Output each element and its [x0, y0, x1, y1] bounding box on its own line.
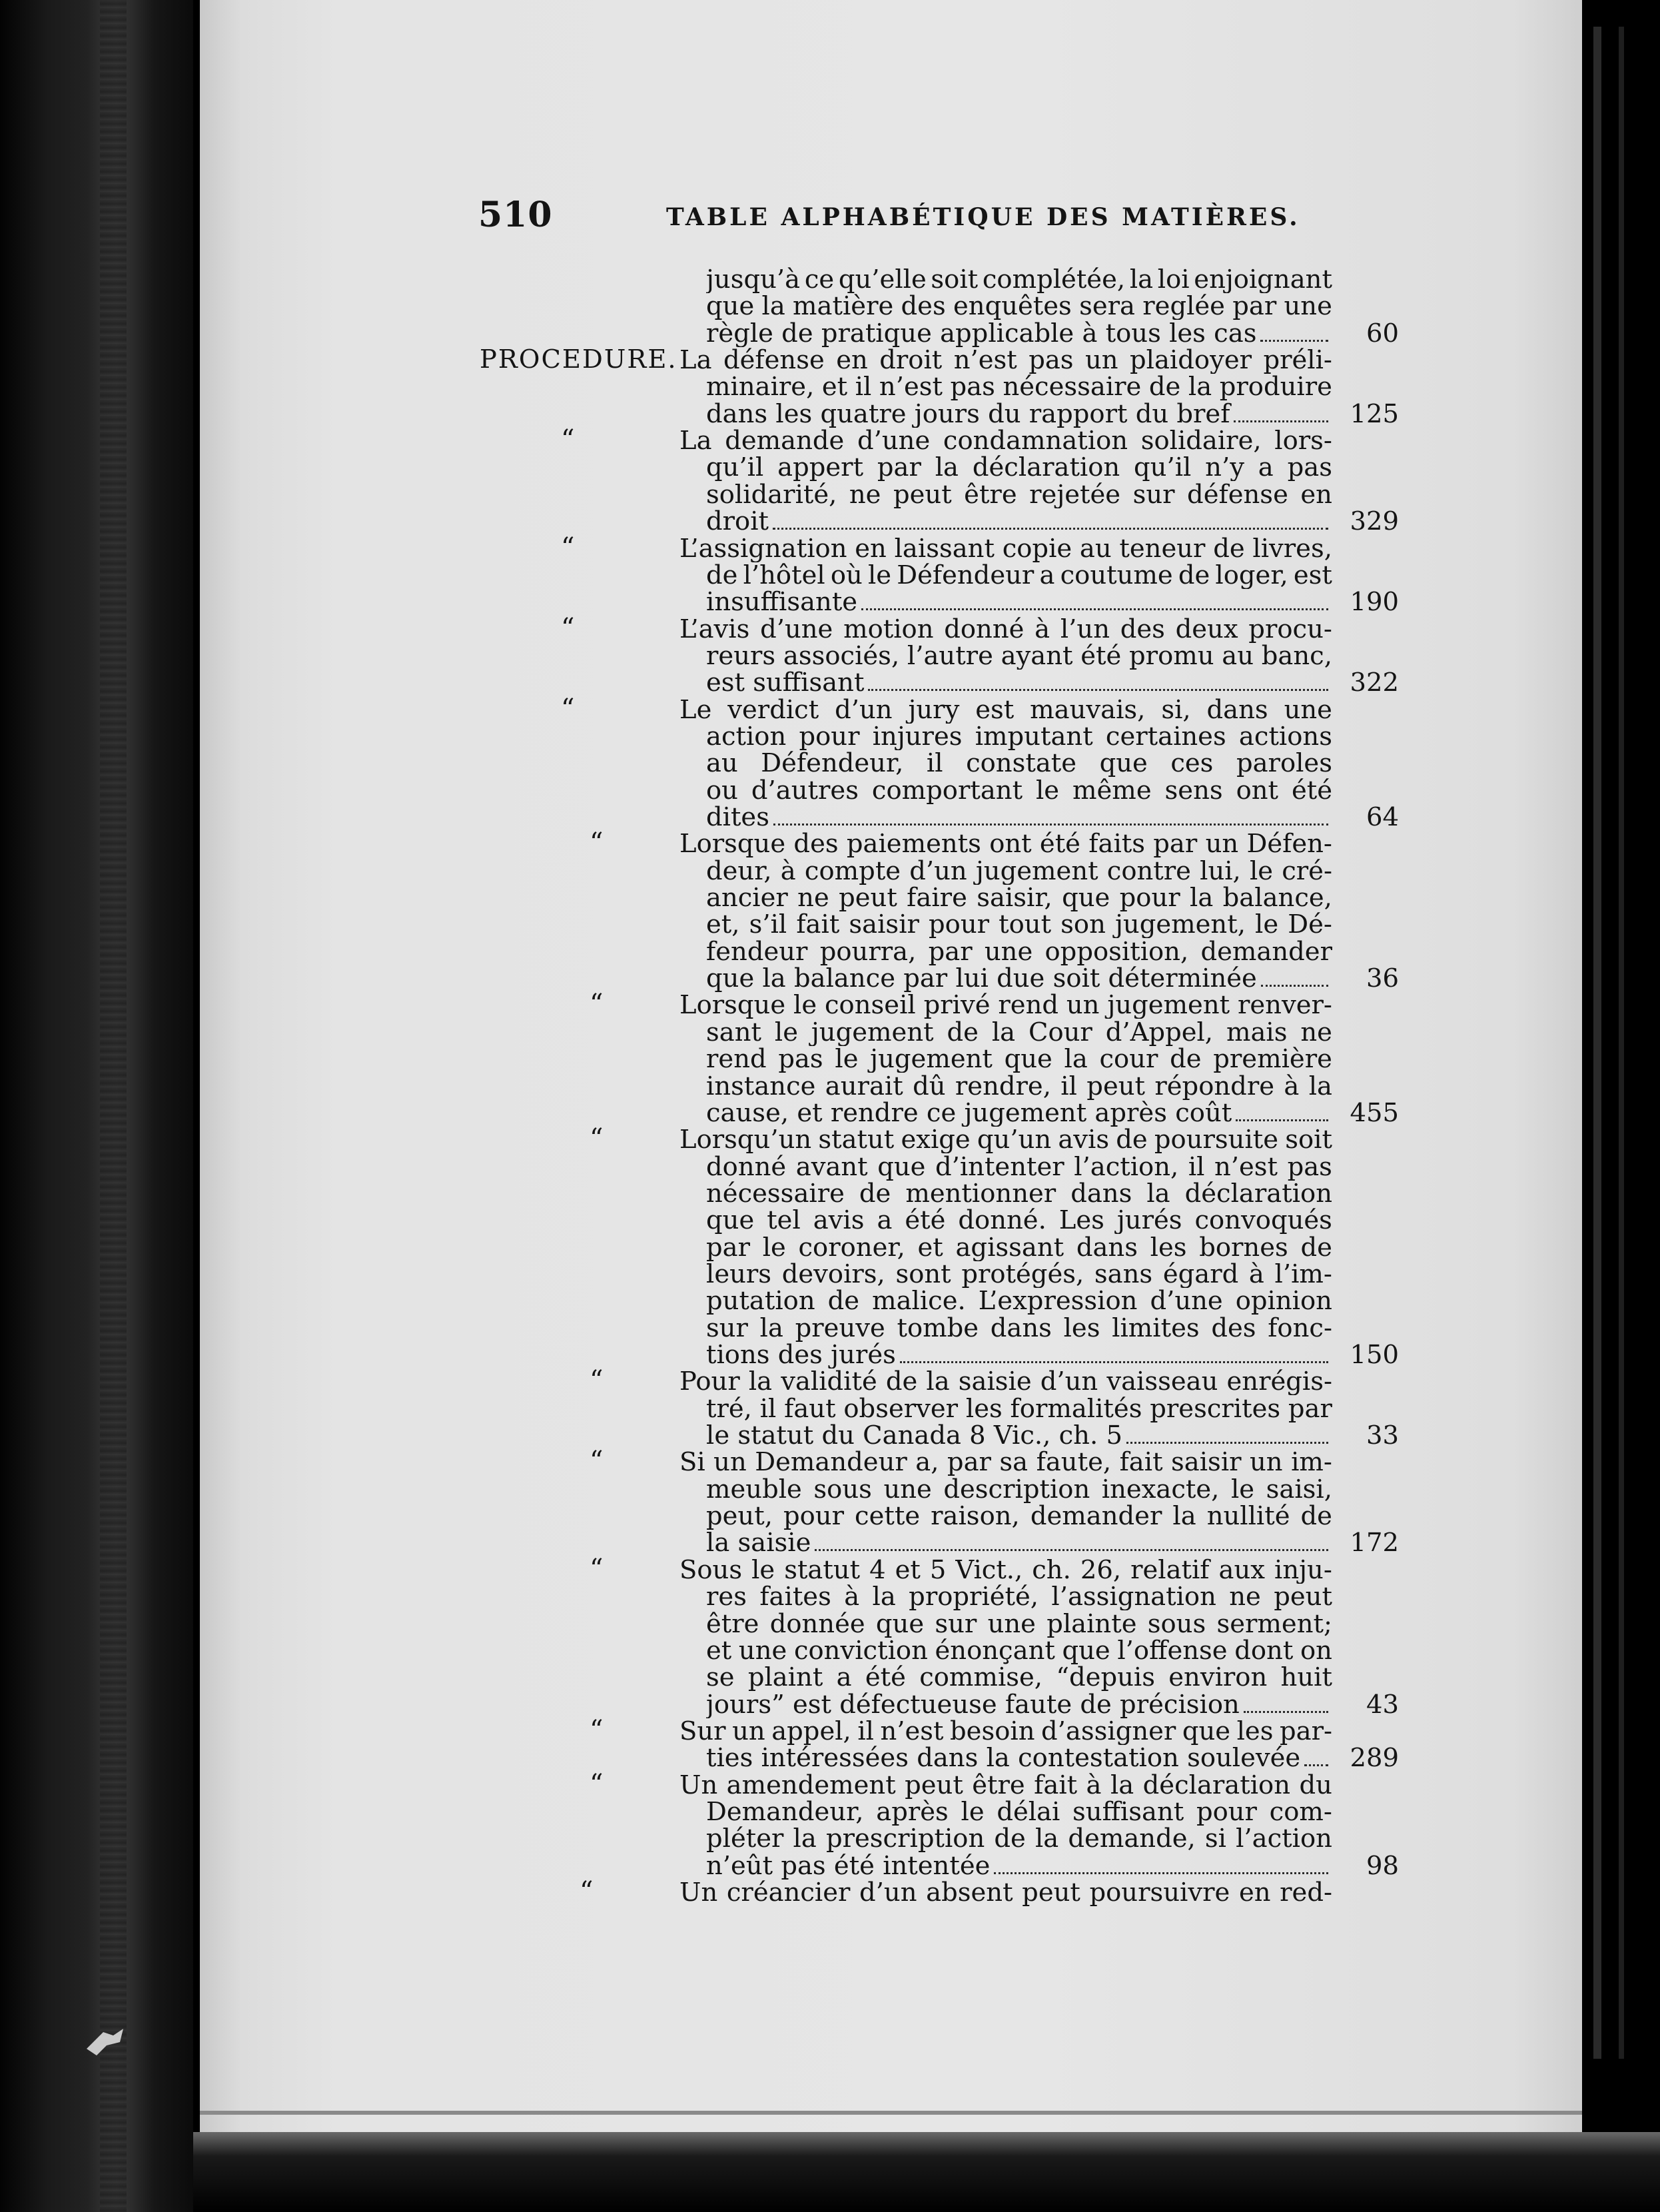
entry-line-text: tions des jurés — [706, 1342, 896, 1369]
entry-line: deur, à compte d’un jugement contre lui, le cré- — [706, 857, 1332, 885]
entry-line: au Défendeur, il constate que ces paroles — [706, 750, 1332, 778]
entry-line: par le coroner, et agissant dans les bornes de — [706, 1234, 1332, 1261]
entry-line: sant le jugement de la Cour d’Appel, mais ne — [706, 1019, 1332, 1046]
entry-line — [706, 320, 1332, 347]
entry-line: solidarité, ne peut être rejetée sur défense en — [706, 481, 1332, 508]
entry-line: Sous le statut 4 et 5 Vict., ch. 26, relatif aux inju- — [679, 1556, 1332, 1584]
bottom-book-edge — [193, 2132, 1660, 2212]
page-reference: 150 — [1350, 1340, 1399, 1370]
entry-line: Lorsqu’un statut exige qu’un avis de poursuite soit — [679, 1127, 1332, 1154]
page-number: 510 — [478, 195, 553, 235]
page-reference: 43 — [1366, 1689, 1399, 1720]
page-reference: 329 — [1350, 506, 1399, 537]
page-reference: 172 — [1350, 1528, 1399, 1558]
entry-line: que la matière des enquêtes sera reglée par une — [706, 293, 1332, 320]
entry-line-text: droit — [706, 508, 769, 536]
entry-line-text: que la balance par lui due soit déterminée — [706, 965, 1257, 993]
entry-line — [706, 965, 1332, 992]
entry-line: Lorsque le conseil privé rend un jugement renver- — [679, 992, 1332, 1019]
entry-line: Demandeur, après le délai suffisant pour com- — [706, 1798, 1332, 1826]
entry-line: nécessaire de mentionner dans la déclaration — [706, 1180, 1332, 1207]
entry-line-text: règle de pratique applicable à tous les cas — [706, 320, 1257, 347]
ditto-mark: “ — [561, 424, 575, 456]
dot-leader — [1126, 1441, 1328, 1444]
ditto-mark: “ — [561, 693, 575, 724]
entry-line: ancier ne peut faire saisir, que pour la balance, — [706, 885, 1332, 912]
entry-line-text: la saisie — [706, 1530, 811, 1557]
page-reference: 190 — [1350, 587, 1399, 618]
entry-line-text: insuffisante — [706, 589, 858, 616]
ditto-mark: “ — [590, 1714, 604, 1746]
page-reference: 455 — [1350, 1097, 1399, 1128]
entry-line: putation de malice. L’expression d’une opinion — [706, 1288, 1332, 1315]
dot-leader — [1234, 420, 1328, 422]
entry-line-text: le statut du Canada 8 Vic., ch. 5 — [706, 1422, 1122, 1450]
dot-leader — [900, 1361, 1328, 1363]
entry-line: qu’il appert par la déclaration qu’il n’y a pas — [706, 454, 1332, 482]
entry-line — [706, 670, 1332, 696]
page-edge-strip — [1619, 27, 1624, 2059]
entry-line: ou d’autres comportant le même sens ont été — [706, 777, 1332, 804]
page-bottom-edge — [200, 2111, 1582, 2115]
entry-line: La demande d’une condamnation solidaire, lors- — [679, 428, 1332, 455]
entry-line: L’assignation en laissant copie au teneur de livres, — [679, 535, 1332, 562]
entry-line: leurs devoirs, sont protégés, sans égard à l’im- — [706, 1261, 1332, 1288]
entry-line: se plaint a été commise, “depuis environ huit — [706, 1664, 1332, 1692]
entry-line: être donnée que sur une plainte sous serment; — [706, 1610, 1332, 1638]
index-heading: PROCEDURE. — [480, 344, 677, 374]
dot-leader — [1304, 1764, 1328, 1766]
ditto-mark: “ — [590, 1446, 604, 1477]
entry-line: Un amendement peut être fait à la déclaration du — [679, 1772, 1332, 1799]
entry-line: tré, il faut observer les formalités prescrites par — [706, 1395, 1332, 1422]
dot-leader — [861, 608, 1328, 610]
entry-line: fendeur pourra, par une opposition, demander — [706, 938, 1332, 965]
entry-line: que tel avis a été donné. Les jurés convoqués — [706, 1207, 1332, 1235]
entry-line — [706, 1100, 1332, 1127]
entry-line — [706, 804, 1332, 831]
page-reference: 36 — [1366, 963, 1399, 994]
entry-line: action pour injures imputant certaines actions — [706, 723, 1332, 750]
entry-line: Pour la validité de la saisie d’un vaisseau enrégis- — [679, 1369, 1332, 1396]
page-reference: 64 — [1366, 802, 1399, 832]
entry-line-text: dans les quatre jours du rapport du bref — [706, 400, 1230, 428]
entry-line — [706, 1745, 1332, 1772]
entry-line-text: dites — [706, 804, 769, 831]
ditto-mark: “ — [590, 989, 604, 1020]
entry-line: res faites à la propriété, l’assignation ne peut — [706, 1584, 1332, 1611]
page-reference: 98 — [1366, 1850, 1399, 1881]
dot-leader — [1261, 984, 1328, 987]
entry-line: pléter la prescription de la demande, si l’action — [706, 1826, 1332, 1853]
entry-line-text: jours” est défectueuse faute de précision — [706, 1691, 1240, 1718]
entry-line: La défense en droit n’est pas un plaidoyer préli- — [679, 347, 1332, 374]
entry-line — [706, 1422, 1332, 1449]
page-reference: 289 — [1350, 1743, 1399, 1774]
spine-texture — [100, 0, 127, 2212]
ditto-mark: “ — [580, 1876, 594, 1907]
entry-line: peut, pour cette raison, demander la nullité de — [706, 1503, 1332, 1530]
page-edge-strip — [1593, 27, 1601, 2059]
entry-line: L’avis d’une motion donné à l’un des deux procu- — [679, 616, 1332, 643]
entry-line: et une conviction énonçant que l’offense dont on — [706, 1637, 1332, 1664]
entry-line: Si un Demandeur a, par sa faute, fait saisir un im- — [679, 1449, 1332, 1476]
entry-line — [706, 508, 1332, 535]
entry-line-text: est suffisant — [706, 670, 865, 697]
running-head: TABLE ALPHABÉTIQUE DES MATIÈRES. — [666, 203, 1300, 231]
entry-line: Sur un appel, il n’est besoin d’assigner que les par- — [679, 1718, 1332, 1745]
dot-leader — [773, 527, 1328, 530]
entry-line — [706, 1530, 1332, 1556]
entry-line: jusqu’à ce qu’elle soit complétée, la loi enjoignant — [706, 267, 1332, 293]
ditto-mark: “ — [561, 612, 575, 644]
dot-leader — [1236, 1119, 1328, 1121]
entry-line — [706, 1342, 1332, 1369]
page-reference: 322 — [1350, 668, 1399, 698]
entry-line: donné avant que d’intenter l’action, il n’est pas — [706, 1153, 1332, 1181]
book-spine — [0, 0, 193, 2212]
entry-line-text: n’eût pas été intentée — [706, 1852, 991, 1880]
ditto-mark: “ — [561, 532, 575, 563]
entry-line — [706, 1692, 1332, 1718]
entry-line: instance aurait dû rendre, il peut répondre à la — [706, 1073, 1332, 1100]
entry-line-text: ties intéressées dans la contestation soulevée — [706, 1745, 1301, 1772]
entry-line: de l’hôtel où le Défendeur a coutume de loger, est — [706, 562, 1332, 589]
dot-leader — [994, 1872, 1328, 1874]
dot-leader — [773, 823, 1328, 826]
entry-line: reurs associés, l’autre ayant été promu au banc, — [706, 642, 1332, 670]
ditto-mark: “ — [590, 1768, 604, 1800]
entry-line: et, s’il fait saisir pour tout son jugement, le Dé- — [706, 911, 1332, 939]
dot-leader — [1260, 339, 1328, 342]
ditto-mark: “ — [590, 1553, 604, 1584]
entry-line: Le verdict d’un jury est mauvais, si, dans une — [679, 696, 1332, 724]
entry-line: rend pas le jugement que la cour de première — [706, 1046, 1332, 1073]
page-reference: 33 — [1366, 1420, 1399, 1451]
dot-leader — [868, 688, 1328, 691]
entry-line: sur la preuve tombe dans les limites des fonc- — [706, 1315, 1332, 1342]
entry-line — [706, 401, 1332, 428]
entry-line — [706, 1853, 1332, 1880]
entry-line: minaire, et il n’est pas nécessaire de la produire — [706, 374, 1332, 401]
entry-line-text: cause, et rendre ce jugement après coût — [706, 1099, 1232, 1127]
page-reference: 60 — [1366, 318, 1399, 348]
scan-artifact-mark — [83, 2019, 130, 2059]
page-reference: 125 — [1350, 398, 1399, 429]
entry-line: meuble sous une description inexacte, le saisi, — [706, 1476, 1332, 1503]
ditto-mark: “ — [590, 828, 604, 859]
entry-line: Un créancier d’un absent peut poursuivre en red- — [679, 1880, 1332, 1906]
dot-leader — [1244, 1710, 1328, 1713]
ditto-mark: “ — [590, 1365, 604, 1396]
ditto-mark: “ — [590, 1123, 604, 1155]
entry-line: Lorsque des paiements ont été faits par un Défen- — [679, 831, 1332, 858]
entry-line — [706, 589, 1332, 616]
dot-leader — [815, 1548, 1328, 1551]
